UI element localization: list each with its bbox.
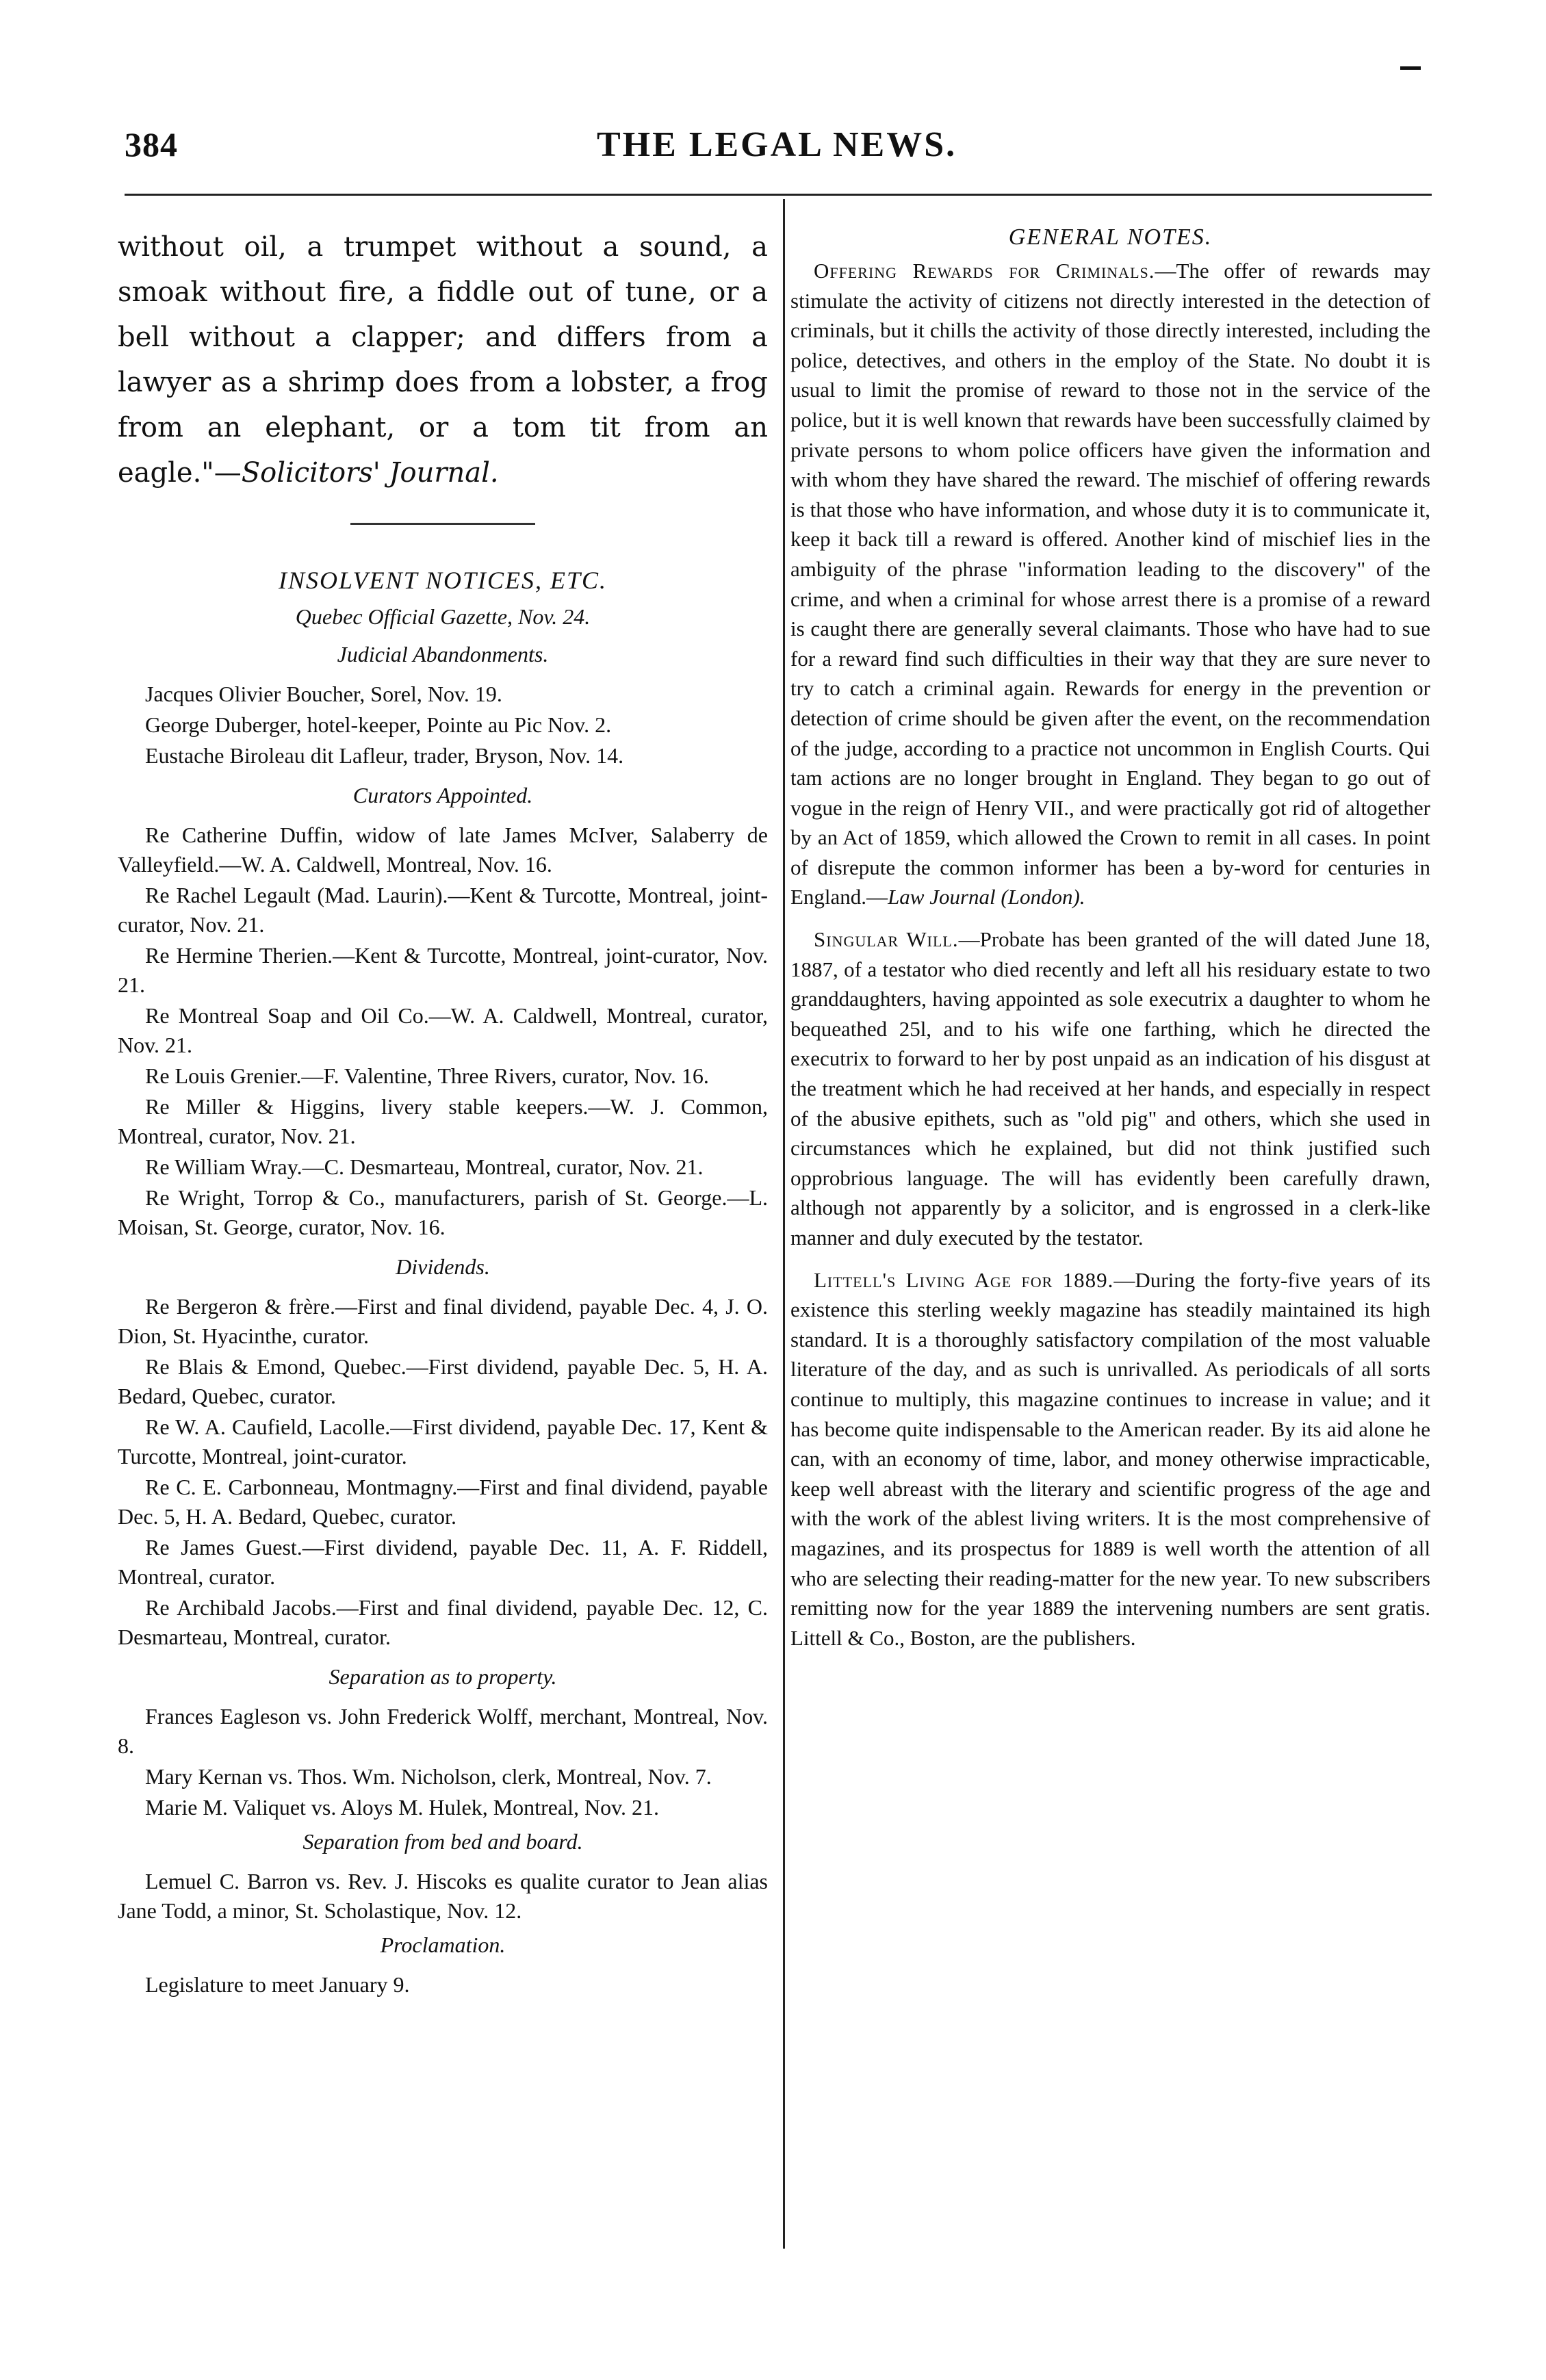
header-rule xyxy=(125,194,1432,196)
dividend-entry: Re Blais & Emond, Quebec.—First dividend, payable Dec. 5, H. A. Bedard, Quebec, curator. xyxy=(118,1354,768,1408)
separation-bed-heading: Separation from bed and board. xyxy=(302,1829,583,1854)
lead-paragraph xyxy=(118,224,768,495)
rewards-source: Law Journal (London). xyxy=(888,885,1085,909)
dividend-entry: Re James Guest.—First dividend, payable Dec. 11, A. F. Riddell, Montreal, curator. xyxy=(118,1535,768,1589)
curator-entry: Re William Wray.—C. Desmarteau, Montreal, curator, Nov. 21. xyxy=(145,1154,704,1179)
insolvent-notices-heading: INSOLVENT NOTICES, ETC. xyxy=(278,567,608,594)
left-column xyxy=(118,224,768,2001)
will-body: —Probate has been granted of the will dated June 18, 1887, of a testator who died recently and left all his residuary estate to two granddaughters, having appointed as sole executrix a daughter to whom he bequeathed 25l, and to his wife one farthing, which he directed the executrix to forward to her by post unpaid as an indication of his disgust at the treatment which he had received at her hands, and especially in respect of the abusive epithets, such as "old pig" and others, which she used in circumstances which he explained, but did not think justified such opprobrious language. The will has evidently been carefully drawn, although not apparently by a solicitor, and is engrossed in a clerk-like manner and duly executed by the testator. xyxy=(790,927,1430,1250)
rewards-heading: Offering Rewards for Criminals. xyxy=(814,259,1155,283)
separation-bed-entry: Lemuel C. Barron vs. Rev. J. Hiscoks es qualite curator to Jean alias Jane Todd, a minor, St. Scholastique, Nov. 12. xyxy=(118,1869,768,1923)
judicial-entry: George Duberger, hotel-keeper, Pointe au Pic Nov. 2. xyxy=(145,712,612,737)
column-divider xyxy=(783,199,785,2249)
curator-entry: Re Rachel Legault (Mad. Laurin).—Kent & Turcotte, Montreal, joint-curator, Nov. 21. xyxy=(118,883,768,937)
curator-entry: Re Miller & Higgins, livery stable keepers.—W. J. Common, Montreal, curator, Nov. 21. xyxy=(118,1094,768,1148)
littell-heading: Littell's Living Age for 1889. xyxy=(814,1267,1114,1292)
curator-entry: Re Hermine Therien.—Kent & Turcotte, Montreal, joint-curator, Nov. 21. xyxy=(118,943,768,997)
page-number: 384 xyxy=(125,125,178,164)
proclamation-entry: Legislature to meet January 9. xyxy=(145,1972,410,1997)
judicial-entry: Eustache Biroleau dit Lafleur, trader, Bryson, Nov. 14. xyxy=(145,743,624,768)
dividend-entry: Re Archibald Jacobs.—First and final dividend, payable Dec. 12, C. Desmarteau, Montreal, curator. xyxy=(118,1595,768,1649)
dividend-entry: Re Bergeron & frère.—First and final dividend, payable Dec. 4, J. O. Dion, St. Hyacinthe, curator. xyxy=(118,1294,768,1348)
curator-entry: Re Catherine Duffin, widow of late James McIver, Salaberry de Valleyfield.—W. A. Caldwell, Montreal, Nov. 16. xyxy=(118,823,768,877)
dividends-heading: Dividends. xyxy=(396,1254,490,1279)
curator-entry: Re Wright, Torrop & Co., manufacturers, parish of St. George.—L. Moisan, St. George, curator, Nov. 16. xyxy=(118,1185,768,1239)
judicial-abandonments-heading: Judicial Abandonments. xyxy=(337,642,549,667)
rewards-article xyxy=(790,256,1430,912)
lead-text: without oil, a trumpet without a sound, a smoak without fire, a fiddle out of tune, or a bell without a clapper; and differs from a lawyer as a shrimp does from a lobster, a frog from an elephant, or a tom tit from an eagle."— xyxy=(118,231,768,489)
right-column xyxy=(790,224,1430,1654)
separation-entry: Frances Eagleson vs. John Frederick Wolff, merchant, Montreal, Nov. 8. xyxy=(118,1704,768,1758)
page-header xyxy=(125,125,1432,172)
curator-entry: Re Montreal Soap and Oil Co.—W. A. Caldwell, Montreal, curator, Nov. 21. xyxy=(118,1003,768,1057)
separation-entry: Mary Kernan vs. Thos. Wm. Nicholson, clerk, Montreal, Nov. 7. xyxy=(145,1764,712,1789)
dividend-entry: Re W. A. Caufield, Lacolle.—First dividend, payable Dec. 17, Kent & Turcotte, Montreal, joint-curator. xyxy=(118,1414,768,1469)
separation-entry: Marie M. Valiquet vs. Aloys M. Hulek, Montreal, Nov. 21. xyxy=(145,1795,660,1820)
dividend-entry: Re C. E. Carbonneau, Montmagny.—First and final dividend, payable Dec. 5, H. A. Bedard, Quebec, curator. xyxy=(118,1475,768,1529)
will-heading: Singular Will. xyxy=(814,927,959,952)
general-notes-heading: GENERAL NOTES. xyxy=(1008,224,1213,250)
running-title: THE LEGAL NEWS. xyxy=(597,125,957,164)
littell-article xyxy=(790,1265,1430,1653)
judicial-entry: Jacques Olivier Boucher, Sorel, Nov. 19. xyxy=(145,682,502,706)
curator-entry: Re Louis Grenier.—F. Valentine, Three Rivers, curator, Nov. 16. xyxy=(145,1063,709,1088)
littell-body: —During the forty-five years of its existence this sterling weekly magazine has steadily maintained its high standard. It is a thoroughly satisfactory compilation of the most valuable literature of the day, and as such is unrivalled. As periodicals of all sorts continue to multiply, this magazine continues to increase in value; and it has become quite indispensable to the American reader. By its aid alone he can, with an economy of time, labor, and money otherwise impracticable, keep well abreast with the literary and scientific progress of the age and with the work of the ablest living writers. It is the most comprehensive of magazines, and its prospectus for 1889 is well worth the attention of all who are selecting their reading-matter for the new year. To new subscribers remitting now for the year 1889 the intervening numbers are sent gratis. Littell & Co., Boston, are the publishers. xyxy=(790,1267,1431,1650)
curators-heading: Curators Appointed. xyxy=(352,783,533,807)
section-rule xyxy=(350,523,535,525)
corner-mark xyxy=(1400,66,1421,70)
rewards-body: —The offer of rewards may stimulate the activity of citizens not directly interested in the detection of criminals, but it chills the activity of those directly interested, including the police, detectives, and others in the employ of the State. No doubt it is usual to limit the promise of reward to those not in the service of the police, but it is well known that rewards have been successfully claimed by private persons to whom police officers have given the information and with whom they have shared the reward. The mischief of offering rewards is that those who have information, and whose duty it is to communicate it, keep it back till a reward is offered. Another kind of mischief lies in the ambiguity of the phrase "information leading to the discovery" of the crime, and when a criminal for whose arrest there is a promise of a reward is caught there are generally several claimants. Those who have had to sue for a reward find such difficulties in their way that they are sure never to try to catch a criminal again. Rewards for energy in the prevention or detection of crime should be given after the event, on the recommendation of the judge, according to a practice not uncommon in English Courts. Qui tam actions are no longer brought in England. They began to go out of vogue in the reign of Henry VII., and were practically got rid of altogether by an Act of 1859, which allowed the Crown to remit in all cases. In point of disrepute the common informer has been a by-word for centuries in England.— xyxy=(790,259,1430,909)
separation-property-heading: Separation as to property. xyxy=(328,1664,557,1689)
will-article xyxy=(790,924,1430,1253)
gazette-line: Quebec Official Gazette, Nov. 24. xyxy=(295,604,591,629)
lead-source: Solicitors' Journal. xyxy=(241,457,499,489)
proclamation-heading: Proclamation. xyxy=(380,1932,506,1957)
